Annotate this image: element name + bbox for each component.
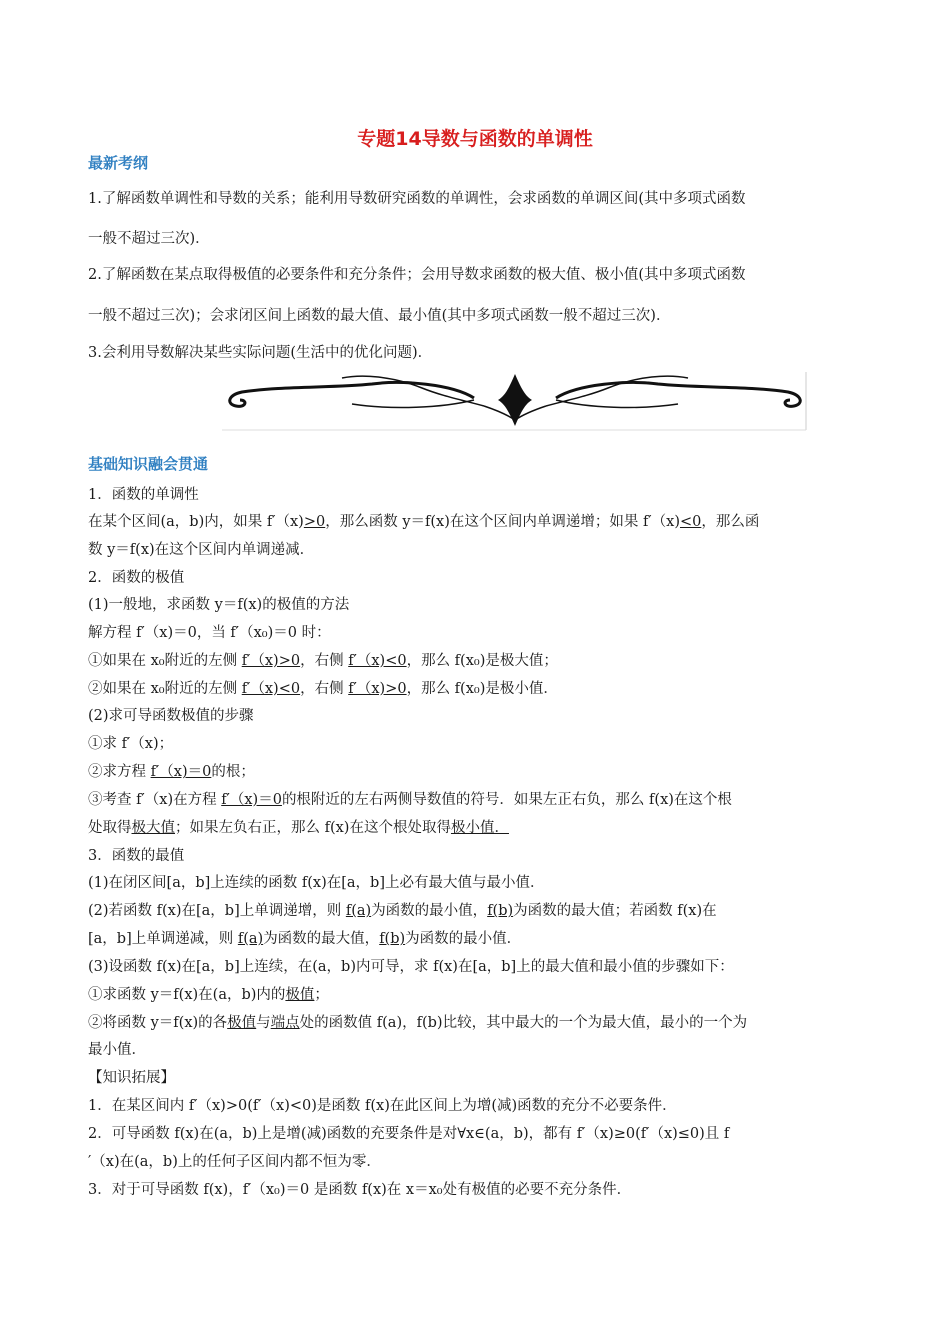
decorative-divider-ornament — [222, 370, 808, 434]
text-line: 解方程 f′（x)＝0，当 f′（x₀)＝0 时： — [88, 625, 331, 641]
text-line: ①如果在 x₀附近的左侧 f′（x)>0，右侧 f′（x)<0，那么 f(x₀)是极大值； — [88, 653, 558, 669]
page-title: 专题14导数与函数的单调性 — [357, 128, 593, 150]
syllabus-line: 2.了解函数在某点取得极值的必要条件和充分条件；会用导数求函数的极大值、极小值(其中多项式函数 — [88, 267, 746, 283]
text-line: (2)求可导函数极值的步骤 — [88, 708, 254, 724]
text-line: 1．在某区间内 f′（x)>0(f′（x)<0)是函数 f(x)在此区间上为增(减)函数的充分不必要条件． — [88, 1098, 677, 1114]
section-heading-basics: 基础知识融会贯通 — [88, 455, 209, 473]
text-line: ②求方程 f′（x)＝0的根； — [88, 764, 255, 780]
text-line: ①求 f′（x)； — [88, 736, 174, 752]
text-line: ②如果在 x₀附近的左侧 f′（x)<0，右侧 f′（x)>0，那么 f(x₀)是极小值． — [88, 681, 558, 697]
text-line: 在某个区间(a，b)内，如果 f′（x)>0，那么函数 y＝f(x)在这个区间内单调递增；如果 f′（x)<0，那么函 — [88, 514, 760, 530]
subheading-extreme-values: 3．函数的最值 — [88, 848, 185, 864]
text-line: ′（x)在(a，b)上的任何子区间内都不恒为零． — [88, 1154, 381, 1170]
subheading-monotonicity: 1．函数的单调性 — [88, 487, 199, 503]
section-heading-syllabus: 最新考纲 — [88, 154, 149, 172]
text-line: 3．对于可导函数 f(x)，f′（x₀)＝0 是函数 f(x)在 x＝x₀处有极值的必要不充分条件． — [88, 1182, 632, 1198]
text-line: 处取得极大值；如果左负右正，那么 f(x)在这个根处取得极小值． — [88, 820, 509, 836]
text-line: (1)在闭区间[a，b]上连续的函数 f(x)在[a，b]上必有最大值与最小值． — [88, 875, 545, 891]
text-line: ①求函数 y＝f(x)在(a，b)内的极值； — [88, 987, 329, 1003]
text-line: (3)设函数 f(x)在[a，b]上连续，在(a，b)内可导，求 f(x)在[a，b]上的最大值和最小值的步骤如下： — [88, 959, 734, 975]
syllabus-line: 3.会利用导数解决某些实际问题(生活中的优化问题)． — [88, 345, 433, 361]
text-line: 最小值． — [88, 1042, 146, 1058]
syllabus-line: 一般不超过三次)． — [88, 231, 210, 247]
text-line: [a，b]上单调递减，则 f(a)为函数的最大值，f(b)为函数的最小值． — [88, 931, 522, 947]
text-line: ③考查 f′（x)在方程 f′（x)＝0的根附近的左右两侧导数值的符号．如果左正右负，那么 f(x)在这个根 — [88, 792, 732, 808]
text-line: (2)若函数 f(x)在[a，b]上单调递增，则 f(a)为函数的最小值，f(b)为函数的最大值；若函数 f(x)在 — [88, 903, 717, 919]
subheading-extremum: 2．函数的极值 — [88, 570, 185, 586]
text-line: 2．可导函数 f(x)在(a，b)上是增(减)函数的充要条件是对∀x∈(a，b)，都有 f′（x)≥0(f′（x)≤0)且 f — [88, 1126, 730, 1142]
text-line: (1)一般地，求函数 y＝f(x)的极值的方法 — [88, 597, 350, 613]
text-line: 数 y＝f(x)在这个区间内单调递减． — [88, 542, 315, 558]
subheading-knowledge-extension: 【知识拓展】 — [88, 1070, 175, 1086]
syllabus-line: 1.了解函数单调性和导数的关系；能利用导数研究函数的单调性，会求函数的单调区间(其中多项式函数 — [88, 191, 746, 207]
text-line: ②将函数 y＝f(x)的各极值与端点处的函数值 f(a)，f(b)比较，其中最大的一个为最大值，最小的一个为 — [88, 1015, 748, 1031]
syllabus-line: 一般不超过三次)；会求闭区间上函数的最大值、最小值(其中多项式函数一般不超过三次)． — [88, 308, 671, 324]
